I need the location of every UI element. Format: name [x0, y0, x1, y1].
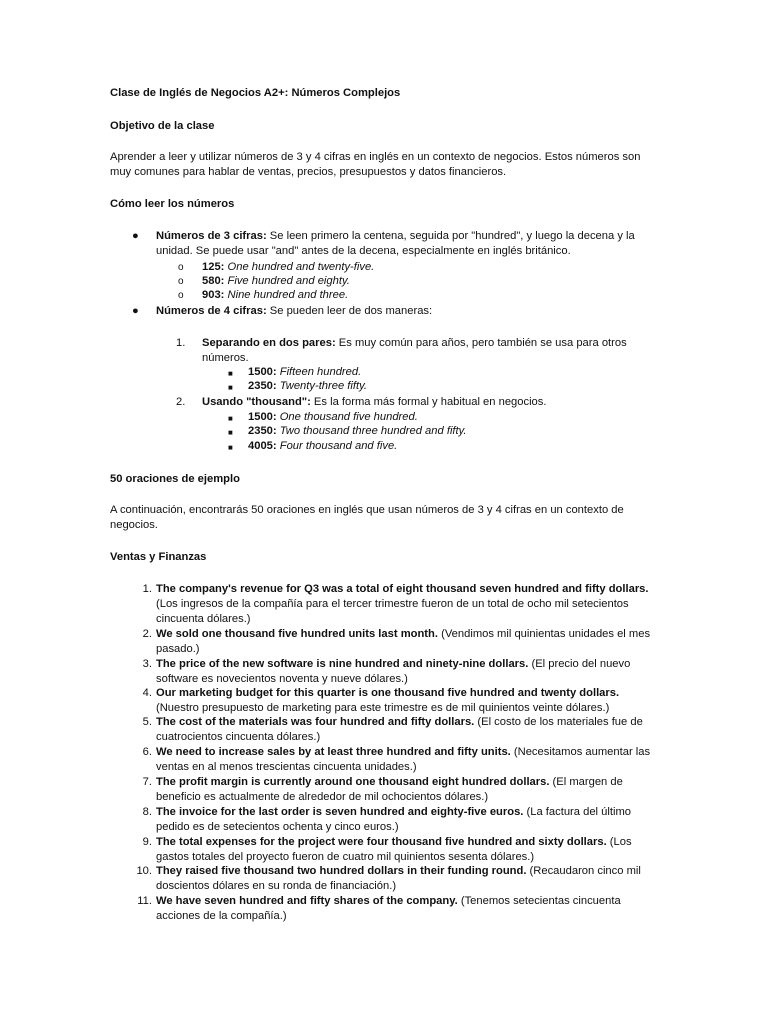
sentence-english: The invoice for the last order is seven hundred and eighty-five euros. [156, 806, 524, 818]
example-number: 1500: [248, 366, 277, 378]
sales-finance-heading: Ventas y Finanzas [110, 551, 207, 563]
method-text: Es la forma más formal y habitual en negocios. [310, 396, 547, 408]
method-pairs [202, 336, 652, 366]
example-words: Five hundred and eighty. [227, 275, 350, 287]
example-words: One hundred and twenty-five. [227, 261, 375, 273]
sentence-item [156, 582, 656, 627]
method-label: Usando "thousand": [202, 396, 311, 408]
sentence-number: 5. [142, 716, 152, 728]
example-item [248, 410, 418, 425]
sentence-spanish: (El precio del nuevo software es novecientos noventa y nueve dólares.) [156, 658, 631, 685]
sentence-english: The profit margin is currently around one thousand eight hundred dollars. [156, 776, 550, 788]
sentence-number: 9. [142, 836, 152, 848]
sentence-number: 8. [142, 806, 152, 818]
square-bullet-icon: ■ [228, 428, 233, 437]
sentence-spanish: (Recaudaron cinco mil doscientos dólares en su ronda de financiación.) [156, 865, 641, 892]
hollow-bullet-icon: o [178, 290, 184, 301]
sentence-number: 4. [142, 687, 152, 699]
sentence-english: We need to increase sales by at least three hundred and fifty units. [156, 746, 511, 758]
square-bullet-icon: ■ [228, 443, 233, 452]
example-words: Four thousand and five. [279, 440, 398, 452]
sentence-number: 7. [142, 776, 152, 788]
four-digit-text: Se pueden leer de dos maneras: [266, 305, 433, 317]
sentence-spanish: (Tenemos setecientas cincuenta acciones de la compañía.) [156, 895, 621, 922]
sentence-item [156, 864, 656, 894]
sentence-english: The cost of the materials was four hundred and fifty dollars. [156, 716, 475, 728]
sentence-number: 6. [142, 746, 152, 758]
example-words: Two thousand three hundred and fifty. [279, 425, 467, 437]
method-label: Separando en dos pares: [202, 337, 336, 349]
sentence-item [156, 775, 656, 805]
example-words: Twenty-three fifty. [279, 380, 367, 392]
sentence-item [156, 835, 656, 865]
example-words: Nine hundred and three. [227, 289, 349, 301]
method-thousand [202, 395, 652, 410]
sentence-item [156, 686, 656, 716]
sentence-spanish: (Vendimos mil quinientas unidades el mes pasado.) [156, 628, 651, 655]
example-item [202, 260, 374, 275]
sentence-spanish: (Los ingresos de la compañía para el tercer trimestre fueron de un total de ocho mil setecientos cincuenta dólares.) [156, 598, 629, 625]
sentence-english: The total expenses for the project were four thousand five hundred and sixty dollars. [156, 836, 607, 848]
example-item [248, 365, 361, 380]
four-digit-label: Números de 4 cifras: [156, 305, 267, 317]
square-bullet-icon: ■ [228, 383, 233, 392]
sentence-spanish: (La factura del último pedido es de setecientos ochenta y cinco euros.) [156, 806, 631, 833]
objective-heading: Objetivo de la clase [110, 120, 215, 132]
sentence-item [156, 745, 656, 775]
example-number: 1500: [248, 411, 277, 423]
example-words: Fifteen hundred. [279, 366, 362, 378]
example-number: 580: [202, 275, 225, 287]
example-number: 4005: [248, 440, 277, 452]
objective-text: Aprender a leer y utilizar números de 3 y 4 cifras en inglés en un contexto de negocios. Estos números son muy comunes para hablar de ventas, precios, presupuestos y datos financieros. [110, 151, 641, 178]
examples-intro: A continuación, encontrarás 50 oraciones en inglés que usan números de 3 y 4 cifras en un contexto de negocios. [110, 504, 624, 531]
sentence-number: 3. [142, 658, 152, 670]
example-words: One thousand five hundred. [279, 411, 418, 423]
sentence-number: 10. [136, 865, 152, 877]
square-bullet-icon: ■ [228, 414, 233, 423]
hollow-bullet-icon: o [178, 276, 184, 287]
sentence-spanish: (El margen de beneficio es actualmente de alrededor de mil ochocientos dólares.) [156, 776, 623, 803]
example-number: 125: [202, 261, 225, 273]
example-number: 2350: [248, 425, 277, 437]
square-bullet-icon: ■ [228, 369, 233, 378]
sentence-number: 1. [142, 583, 152, 595]
example-item [202, 274, 350, 289]
sentence-spanish: (Necesitamos aumentar las ventas en al menos trescientas cincuenta unidades.) [156, 746, 651, 773]
sentence-spanish: (Los gastos totales del proyecto fueron de cuatro mil quinientos sesenta dólares.) [156, 836, 632, 863]
hollow-bullet-icon: o [178, 262, 184, 273]
document-title: Clase de Inglés de Negocios A2+: Números Complejos [110, 87, 401, 99]
sentence-spanish: (Nuestro presupuesto de marketing para este trimestre es de mil quinientos veinte dólares.) [156, 702, 610, 714]
example-item [202, 288, 348, 303]
example-item [248, 439, 397, 454]
sentence-spanish: (El costo de los materiales fue de cuatrocientos cincuenta dólares.) [156, 716, 643, 743]
sentence-english: We sold one thousand five hundred units last month. [156, 628, 438, 640]
sentence-item [156, 715, 656, 745]
sentence-item [156, 894, 656, 924]
example-number: 2350: [248, 380, 277, 392]
sentence-item [156, 657, 656, 687]
examples-heading: 50 oraciones de ejemplo [110, 473, 240, 485]
example-item [248, 424, 467, 439]
method-number: 1. [176, 337, 186, 349]
bullet-icon: ● [132, 230, 139, 242]
sentence-number: 2. [142, 628, 152, 640]
four-digit-rule [156, 304, 656, 319]
three-digit-label: Números de 3 cifras: [156, 230, 267, 242]
sentence-number: 11. [137, 895, 152, 907]
sentence-english: The price of the new software is nine hundred and ninety-nine dollars. [156, 658, 529, 670]
how-to-read-heading: Cómo leer los números [110, 198, 235, 210]
example-number: 903: [202, 289, 225, 301]
three-digit-text: Se leen primero la centena, seguida por "hundred", y luego la decena y la unidad. Se puede usar "and" antes de la decena, especialmente en inglés británico. [156, 230, 635, 257]
sentence-english: We have seven hundred and fifty shares of the company. [156, 895, 458, 907]
sentence-english: The company's revenue for Q3 was a total of eight thousand seven hundred and fifty dollars. [156, 583, 649, 595]
sentence-english: Our marketing budget for this quarter is one thousand five hundred and twenty dollars. [156, 687, 620, 699]
bullet-icon: ● [132, 305, 139, 317]
sentence-item [156, 627, 656, 657]
sentence-item [156, 805, 656, 835]
method-number: 2. [176, 396, 186, 408]
sentence-english: They raised five thousand two hundred dollars in their funding round. [156, 865, 527, 877]
three-digit-rule [156, 229, 656, 259]
example-item [248, 379, 367, 394]
method-text: Es muy común para años, pero también se usa para otros números. [202, 337, 627, 364]
